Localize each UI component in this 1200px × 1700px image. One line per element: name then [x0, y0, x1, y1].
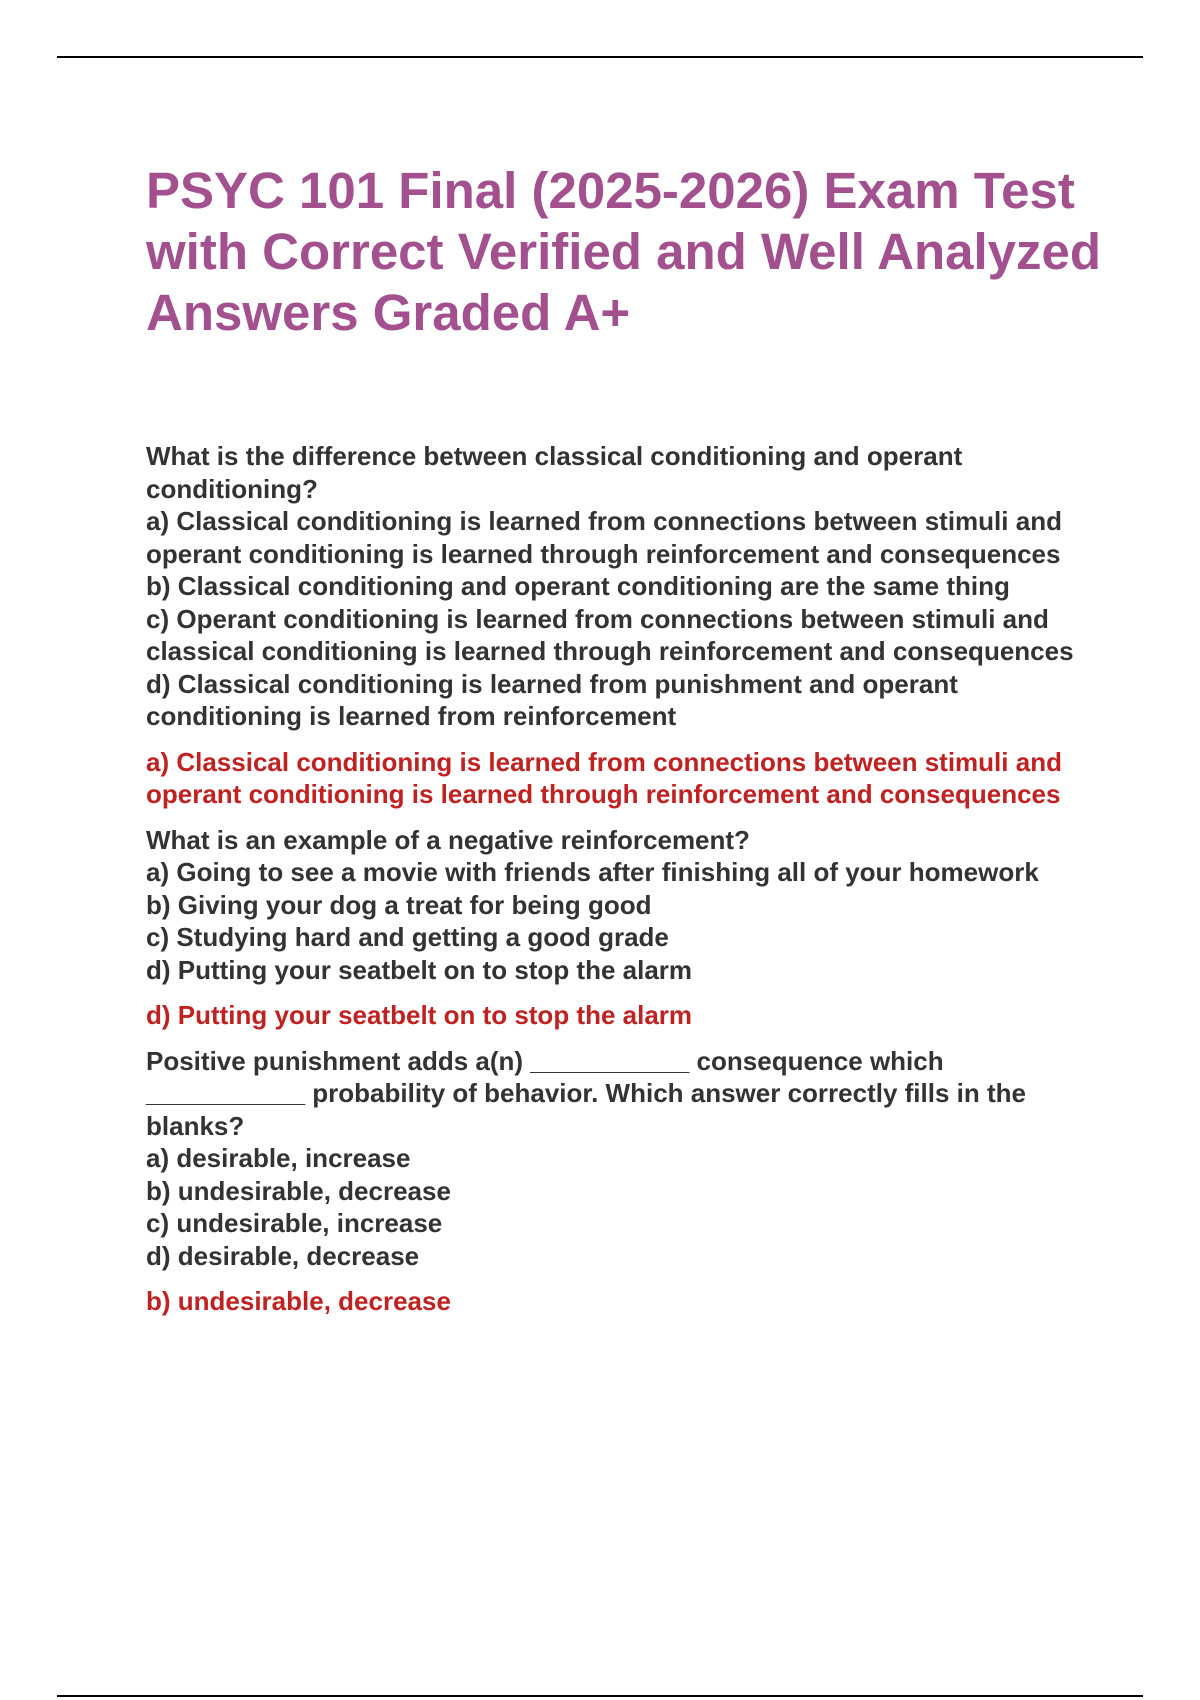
qa-block-3	[146, 1045, 1106, 1318]
option-a: a) Classical conditioning is learned from connections between stimuli and operant conditioning is learned through reinforcement and consequences	[146, 506, 1062, 569]
option-a: a) Going to see a movie with friends after finishing all of your homework	[146, 857, 1039, 887]
option-c: c) Operant conditioning is learned from connections between stimuli and classical conditioning is learned through reinforcement and consequences	[146, 603, 1074, 666]
question-text: What is an example of a negative reinforcement?	[146, 824, 750, 855]
top-rule	[57, 56, 1143, 58]
bottom-rule	[57, 1695, 1143, 1697]
correct-answer: a) Classical conditioning is learned from connections between stimuli and operant conditioning is learned through reinforcement and consequences	[146, 746, 1062, 809]
question-text: Positive punishment adds a(n) ___________ consequence which ___________ probability of behavior. Which answer correctly fills in the blanks?	[146, 1045, 1026, 1141]
option-c: c) undesirable, increase	[146, 1208, 443, 1238]
qa-block-2	[146, 824, 1106, 1032]
document-title: PSYC 101 Final (2025-2026) Exam Test with Correct Verified and Well Analyzed Answers Graded A+	[146, 162, 1102, 341]
option-c: c) Studying hard and getting a good grade	[146, 922, 669, 952]
qa-list	[146, 440, 1106, 1331]
option-d: d) desirable, decrease	[146, 1240, 420, 1271]
option-d: d) Putting your seatbelt on to stop the alarm	[146, 954, 693, 985]
option-d: d) Classical conditioning is learned from punishment and operant conditioning is learned from reinforcement	[146, 668, 958, 731]
qa-block-1	[146, 440, 1106, 811]
option-a: a) desirable, increase	[146, 1143, 411, 1173]
option-b: b) Classical conditioning and operant conditioning are the same thing	[146, 571, 1010, 601]
option-b: b) Giving your dog a treat for being good	[146, 889, 652, 920]
correct-answer: b) undesirable, decrease	[146, 1286, 451, 1316]
question-text: What is the difference between classical conditioning and operant conditioning?	[146, 441, 963, 504]
option-b: b) undesirable, decrease	[146, 1175, 451, 1206]
correct-answer: d) Putting your seatbelt on to stop the alarm	[146, 1000, 693, 1030]
